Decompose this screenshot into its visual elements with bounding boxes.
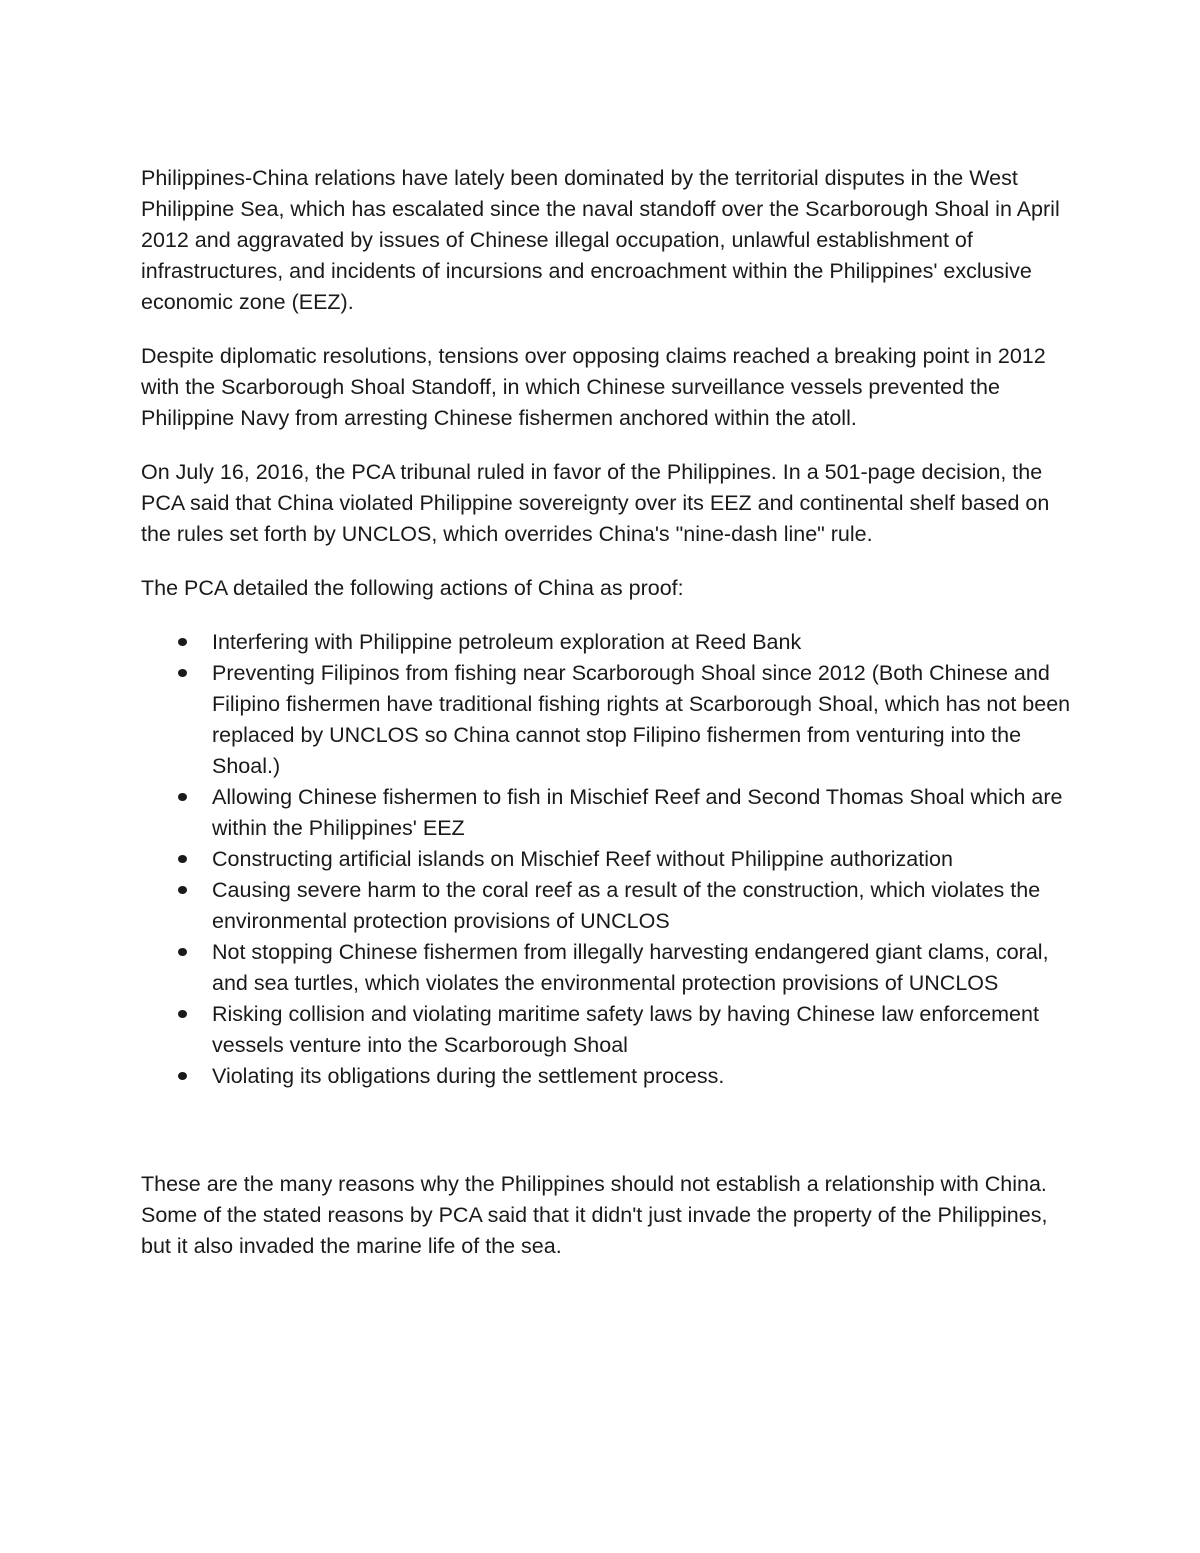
list-item	[141, 658, 1071, 782]
paragraph-list-intro: The PCA detailed the following actions of China as proof:	[141, 576, 684, 600]
bullet-icon	[178, 793, 187, 801]
list-item-text: Risking collision and violating maritime safety laws by having Chinese law enforcement vessels venture into the Scarborough Shoal	[212, 1002, 1039, 1057]
list-item-text: Interfering with Philippine petroleum exploration at Reed Bank	[212, 630, 802, 654]
list-item	[141, 875, 1071, 937]
bullet-icon	[178, 886, 187, 894]
list-item-text: Preventing Filipinos from fishing near Scarborough Shoal since 2012 (Both Chinese and Filipino fishermen have traditional fishing rights at Scarborough Shoal, which has not been replaced by UNCLOS so China cannot stop Filipino fishermen from venturing into the Shoal.)	[212, 661, 1071, 778]
list-item-text: Causing severe harm to the coral reef as a result of the construction, which violates the environmental protection provisions of UNCLOS	[212, 878, 1041, 933]
list-item	[141, 1061, 1071, 1092]
paragraph-intro: Philippines-China relations have lately been dominated by the territorial disputes in the West Philippine Sea, which has escalated since the naval standoff over the Scarborough Shoal in April 2012 and aggravated by issues of Chinese illegal occupation, unlawful establishment of infrastructures, and incidents of incursions and encroachment within the Philippines' exclusive economic zone (EEZ).	[141, 166, 1060, 314]
list-item-text: Constructing artificial islands on Mischief Reef without Philippine authorization	[212, 847, 953, 871]
list-item	[141, 627, 1071, 658]
paragraph-standoff: Despite diplomatic resolutions, tensions over opposing claims reached a breaking point in 2012 with the Scarborough Shoal Standoff, in which Chinese surveillance vessels prevented the Philippine Navy from arresting Chinese fishermen anchored within the atoll.	[141, 344, 1046, 430]
list-item-text: Allowing Chinese fishermen to fish in Mischief Reef and Second Thomas Shoal which are within the Philippines' EEZ	[212, 785, 1063, 840]
blank-line-spacer	[141, 1092, 1071, 1169]
paragraph-conclusion: These are the many reasons why the Philippines should not establish a relationship with China. Some of the stated reasons by PCA said that it didn't just invade the property of the Philippines, but it also invaded the marine life of the sea.	[141, 1172, 1048, 1258]
bullet-icon	[178, 1010, 187, 1018]
list-item	[141, 999, 1071, 1061]
proof-bullet-list	[141, 627, 1071, 1092]
list-item-text: Violating its obligations during the settlement process.	[212, 1064, 725, 1088]
bullet-icon	[178, 638, 187, 646]
list-item	[141, 782, 1071, 844]
bullet-icon	[178, 1072, 187, 1080]
bullet-icon	[178, 669, 187, 677]
document-page	[141, 163, 1071, 1285]
list-item	[141, 844, 1071, 875]
bullet-icon	[178, 855, 187, 863]
paragraph-ruling: On July 16, 2016, the PCA tribunal ruled in favor of the Philippines. In a 501-page decision, the PCA said that China violated Philippine sovereignty over its EEZ and continental shelf based on the rules set forth by UNCLOS, which overrides China's "nine-dash line" rule.	[141, 460, 1050, 546]
bullet-icon	[178, 948, 187, 956]
list-item	[141, 937, 1071, 999]
list-item-text: Not stopping Chinese fishermen from illegally harvesting endangered giant clams, coral, and sea turtles, which violates the environmental protection provisions of UNCLOS	[212, 940, 1049, 995]
